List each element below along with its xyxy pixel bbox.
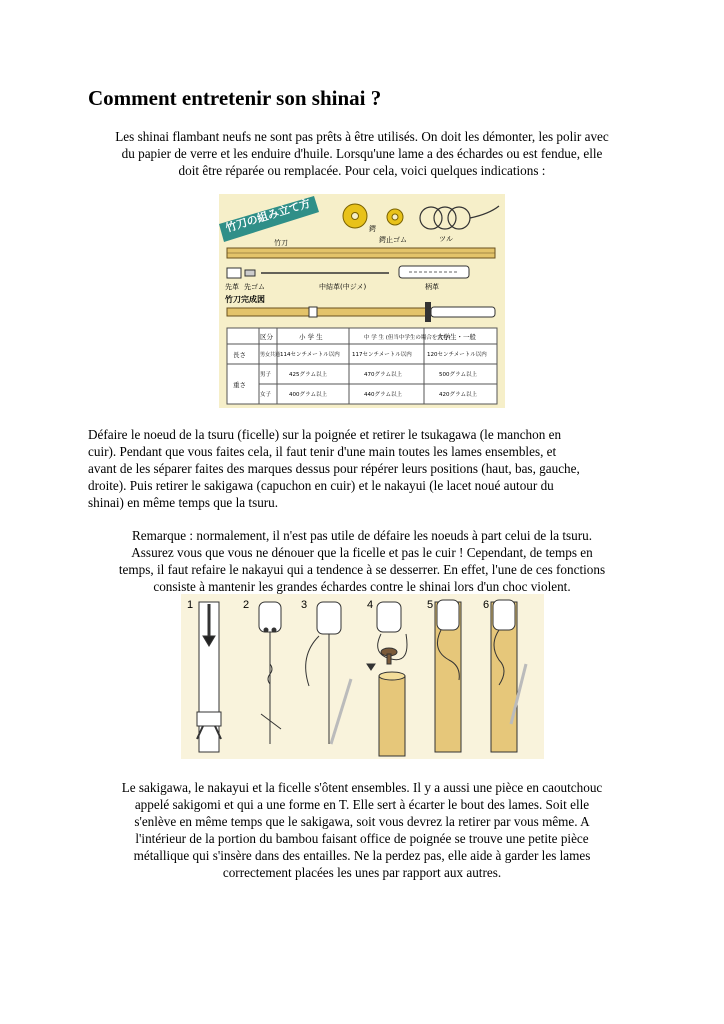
table-group: 長さ xyxy=(233,351,246,359)
assembly-illustration xyxy=(219,194,505,408)
shinai-assembly-figure xyxy=(219,194,505,408)
text-line: Le sakigawa, le nakayui et la ficelle s'ôtent ensembles. Il y a aussi une pièce en caoutchouc xyxy=(121,780,603,795)
sakigawa-paragraph xyxy=(60,779,664,881)
step-5-drawing xyxy=(435,600,461,752)
remark-paragraph xyxy=(60,527,664,595)
completed-shinai-blade xyxy=(227,308,427,316)
table-cell: 400グラム以上 xyxy=(289,392,327,398)
sakigomu-label: 先ゴム xyxy=(244,283,265,291)
step-2-drawing xyxy=(259,602,281,744)
text-line: appelé sakigomi et qui a une forme en T. Elle sert à écarter le bout des lames. Soit elle xyxy=(134,797,590,812)
tsubadome-label: 鍔止ゴム xyxy=(379,236,407,244)
page-title: Comment entretenir son shinai ? xyxy=(88,86,382,110)
step-number: 2 xyxy=(243,599,250,611)
table-sub: 女子 xyxy=(260,392,272,398)
step-number: 1 xyxy=(187,599,194,611)
completed-shinai-tsuka xyxy=(431,307,495,317)
disassembly-steps-figure xyxy=(181,594,544,759)
disassembly-paragraph xyxy=(88,426,648,511)
text-line: avant de les séparer faites des marques dessus pour répérer leurs positions (haut, bas, gauche, xyxy=(88,461,580,476)
text-line: Les shinai flambant neufs ne sont pas prêts à être utilisés. On doit les démonter, les polir avec xyxy=(115,129,609,144)
table-sub: 男子 xyxy=(260,372,272,378)
text-line: métallique qui s'insère dans des entailles. Ne la perdez pas, elle aide à garder les lames xyxy=(133,848,591,863)
step-1-drawing xyxy=(197,602,221,752)
table-header: 中 学 生 (但当中学生の場合を含む) xyxy=(364,335,451,341)
table-header: 大学生・一般 xyxy=(437,333,476,341)
sakigawa-part xyxy=(227,268,241,278)
sakigawa-label: 先革 xyxy=(225,283,239,291)
text-line: droite). Puis retirer le sakigawa (capuchon en cuir) et le nakayui (le lacet noué autour du xyxy=(88,478,554,493)
step-6-drawing xyxy=(491,600,526,752)
text-line: s'enlève en même temps que le sakigawa, soit vous devrez la retirer par vous même. A xyxy=(134,814,590,829)
tsuba-label: 鍔 xyxy=(369,225,376,233)
table-cell: 440グラム以上 xyxy=(364,392,402,398)
table-header: 小 学 生 xyxy=(299,333,323,341)
regulation-table xyxy=(227,328,497,404)
text-line: Assurez vous que vous ne dénouer que la ficelle et pas le cuir ! Cependant, de temps en xyxy=(131,545,593,560)
text-line: Défaire le noeud de la tsuru (ficelle) sur la poignée et retirer le tsukagawa (le manchon en xyxy=(88,427,562,442)
banner-text: 竹刀の組み立て方 xyxy=(224,196,313,235)
text-line: Remarque : normalement, il n'est pas utile de défaire les noeuds à part celui de la tsuru. xyxy=(131,528,593,543)
text-line: du papier de verre et les enduire d'huile. Lorsqu'une lame a des échardes ou est fendue, elle xyxy=(121,146,603,161)
steps-illustration xyxy=(181,594,544,759)
completed-shinai-tsuba xyxy=(425,302,431,322)
step-number: 4 xyxy=(367,599,374,611)
shinai-label: 竹刀 xyxy=(274,239,288,247)
tsuru-coil xyxy=(420,206,499,229)
sakigomu-part xyxy=(245,270,255,276)
text-line: shinai) en même temps que la tsuru. xyxy=(88,495,279,510)
step-number: 3 xyxy=(301,599,308,611)
table-cell: 420グラム以上 xyxy=(439,392,477,398)
text-line: l'intérieur de la portion du bambou faisant office de poignée se trouve une petite pièce xyxy=(135,831,589,846)
table-cell: 120センチメートル以内 xyxy=(427,352,487,358)
text-line: temps, il faut refaire le nakayui qui a tendence à se desserrer. En effet, l'une de ces fonctions xyxy=(118,562,606,577)
text-line: correctement placées les unes par rapport aux autres. xyxy=(222,865,502,880)
step-number: 5 xyxy=(427,599,434,611)
step-3-drawing xyxy=(306,602,351,744)
text-line: doit être réparée ou remplacée. Pour cela, voici quelques indications : xyxy=(178,163,546,178)
table-cell: 470グラム以上 xyxy=(364,372,402,378)
table-cell: 500グラム以上 xyxy=(439,372,477,378)
step-number: 6 xyxy=(483,599,490,611)
table-group: 重さ xyxy=(233,381,246,389)
nakayui-label: 中結革(中ジメ) xyxy=(319,283,367,291)
text-line: cuir). Pendant que vous faites cela, il faut tenir d'une main toutes les lames ensembles, et xyxy=(88,444,557,459)
text-line: consiste à mantenir les grandes échardes contre le shinai lors d'un choc violent. xyxy=(153,579,571,594)
table-cell: 114センチメートル以内 xyxy=(280,352,340,358)
tsuru-label: ツル xyxy=(439,235,453,243)
table-cell: 425グラム以上 xyxy=(289,372,327,378)
table-sub: 男女共通 xyxy=(260,352,281,358)
kanseizu-label: 竹刀完成図 xyxy=(225,295,265,304)
table-cell: 117センチメートル以内 xyxy=(352,352,412,358)
intro-paragraph xyxy=(60,128,664,179)
table-header: 区分 xyxy=(260,333,273,341)
step-4-drawing xyxy=(367,602,407,756)
tsukagawa-label: 柄革 xyxy=(425,283,439,291)
